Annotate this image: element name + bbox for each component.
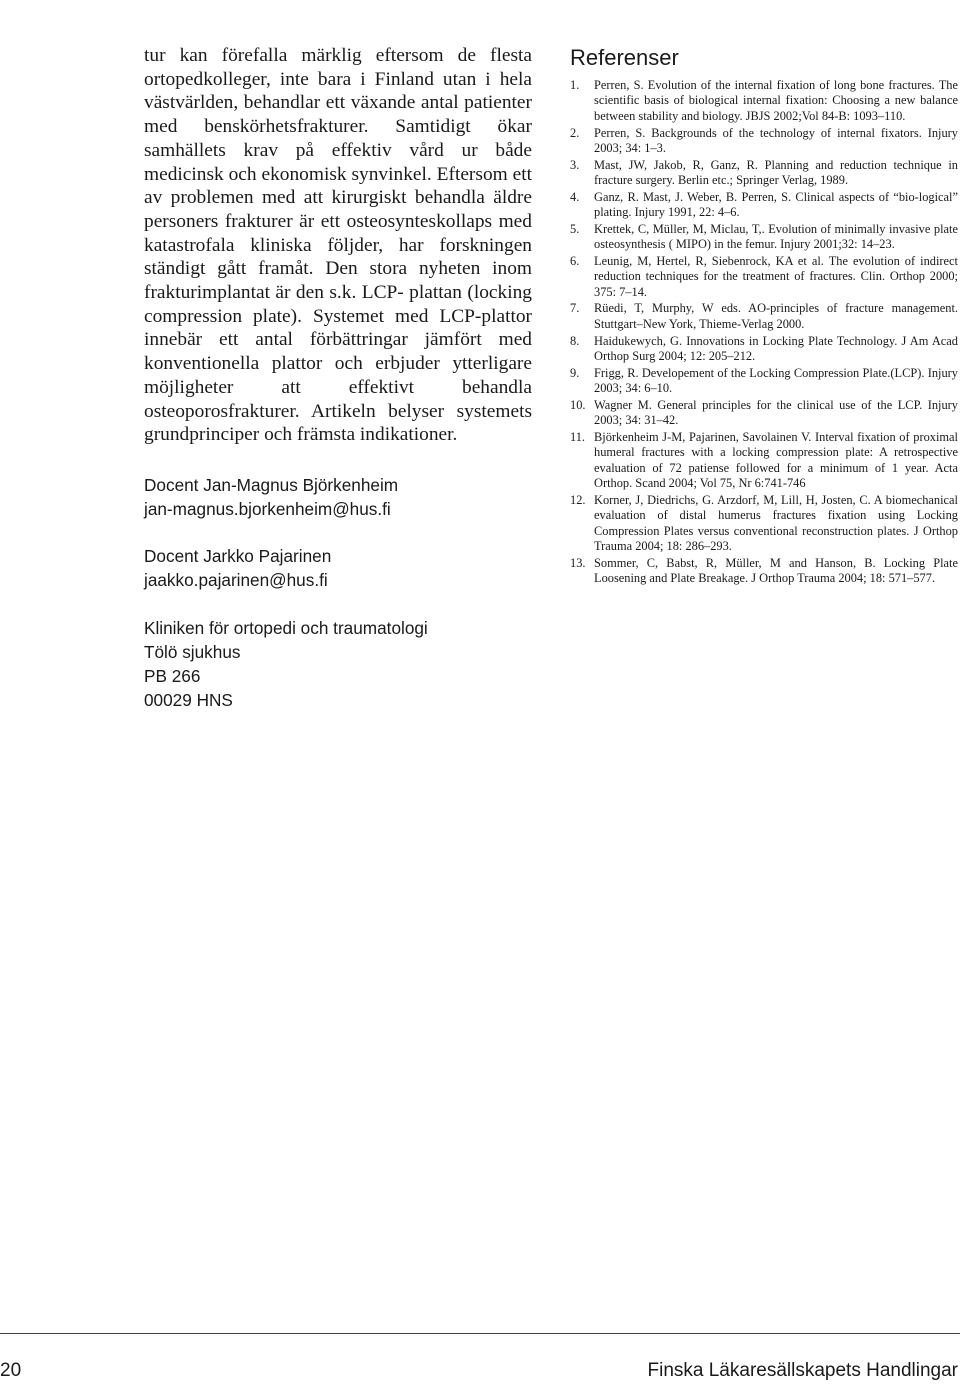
reference-text: Rüedi, T, Murphy, W eds. AO-principles of fracture management. Stuttgart–New York, Thieme-Verlag 2000. — [594, 301, 958, 331]
reference-number: 9. — [570, 365, 580, 380]
reference-number: 1. — [570, 78, 580, 92]
reference-number: 8. — [570, 333, 580, 348]
author-2-contact — [144, 544, 532, 592]
reference-item — [570, 556, 958, 587]
reference-text: Sommer, C, Babst, R, Müller, M and Hanson, B. Locking Plate Loosening and Plate Breakage. J Orthop Trauma 2004; 18: 571–577. — [594, 555, 958, 586]
footer-divider — [0, 1333, 960, 1334]
body-paragraph: tur kan förefalla märklig eftersom de flesta ortopedkolleger, inte bara i Finland utan i hela västvärlden, behandlar ett växande antal patienter med benskörhetsfrakturer. Samtidigt ökar samhällets krav på effektiv vård ur både medicinsk och ekonomisk synvinkel. Eftersom ett av problemen med att kirurgiskt behandla äldre personers frakturer är ett osteosynteskollaps med katastrofala kliniska följder, har forskningen ständigt gått framåt. Den stora nyheten inom frakturimplantat är den s.k. LCP- plattan (locking compression plate). Systemet med LCP-plattor innebär ett antal förbättringar jämfört med konventionella plattor och erbjuder ytterligare möjligheter att effektivt behandla osteoporosfrakturer. Artikeln belyser systemets grundprinciper och främsta indikationer. — [144, 45, 532, 446]
institution-name: Kliniken för ortopedi och traumatologi — [144, 617, 428, 638]
author-2-email: jaakko.pajarinen@hus.fi — [144, 569, 328, 590]
reference-text: Perren, S. Evolution of the internal fixation of long bone fractures. The scientific basis of biological internal fixation: Choosing a new balance between stability and biology. JBJS 2002;Vol 84-B: 1093–110. — [594, 78, 958, 123]
reference-item — [570, 126, 958, 157]
reference-item — [570, 301, 958, 332]
postcode: 00029 HNS — [144, 689, 233, 710]
reference-text: Björkenheim J-M, Pajarinen, Savolainen V. Interval fixation of proximal humeral fractures with a locking compression plate: A retrospective evaluation of 72 patiense followed for a minimum of 1 year. Acta Orthop. Scand 2004; Vol 75, Nr 6:741-746 — [594, 429, 958, 491]
reference-number: 11. — [570, 429, 586, 444]
reference-number: 10. — [570, 397, 586, 412]
page-number: 20 — [0, 1360, 22, 1381]
author-2-name: Docent Jarkko Pajarinen — [144, 545, 332, 566]
reference-item — [570, 430, 958, 492]
institution-address — [144, 616, 532, 712]
left-column — [144, 44, 532, 712]
reference-text: Ganz, R. Mast, J. Weber, B. Perren, S. Clinical aspects of “bio-logical” plating. Injury 1991, 22: 4–6. — [594, 189, 958, 220]
reference-text: Korner, J, Diedrichs, G. Arzdorf, M, Lill, H, Josten, C. A biomechanical evaluation of distal humerus fractures fixation using Locking Compression Plates versus conventional reconstruction plates. J Orthop Trauma 2004; 18: 286–293. — [594, 492, 958, 554]
reference-item — [570, 334, 958, 365]
author-1-contact — [144, 473, 532, 521]
reference-number: 5. — [570, 221, 580, 236]
reference-text: Haidukewych, G. Innovations in Locking Plate Technology. J Am Acad Orthop Surg 2004; 12: 205–212. — [594, 333, 958, 363]
reference-number: 7. — [570, 301, 580, 316]
author-1-name: Docent Jan-Magnus Björkenheim — [144, 474, 399, 495]
reference-number: 4. — [570, 189, 580, 204]
reference-text: Leunig, M, Hertel, R, Siebenrock, KA et al. The evolution of indirect reduction techniques for the treatment of fractures. Clin. Orthop 2000; 375: 7–14. — [594, 253, 958, 299]
reference-number: 3. — [570, 157, 580, 172]
reference-list — [570, 78, 958, 587]
hospital-name: Tölö sjukhus — [144, 641, 241, 662]
reference-item — [570, 398, 958, 429]
reference-number: 12. — [570, 492, 586, 507]
journal-name: Finska Läkaresällskapets Handlingar — [647, 1360, 958, 1381]
reference-text: Krettek, C, Müller, M, Miclau, T,. Evolution of minimally invasive plate osteosynthesis ( MIPO) in the femur. Injury 2001;32: 14–23. — [594, 221, 958, 252]
reference-number: 13. — [570, 555, 586, 570]
reference-item — [570, 254, 958, 300]
reference-number: 6. — [570, 253, 580, 268]
po-box: PB 266 — [144, 665, 201, 686]
reference-text: Perren, S. Backgrounds of the technology of internal fixators. Injury 2003; 34: 1–3. — [594, 125, 958, 155]
reference-item — [570, 222, 958, 253]
reference-number: 2. — [570, 125, 580, 140]
reference-item — [570, 366, 958, 397]
reference-text: Mast, JW, Jakob, R, Ganz, R. Planning and reduction technique in fracture surgery. Berlin etc.; Springer Verlag, 1989. — [594, 157, 958, 188]
reference-item — [570, 493, 958, 555]
references-heading: Referenser — [570, 45, 679, 70]
author-1-email: jan-magnus.bjorkenheim@hus.fi — [144, 498, 391, 519]
reference-text: Frigg, R. Developement of the Locking Compression Plate.(LCP). Injury 2003; 34: 6–10. — [594, 365, 958, 396]
reference-item — [570, 78, 958, 124]
reference-item — [570, 158, 958, 189]
reference-text: Wagner M. General principles for the clinical use of the LCP. Injury 2003; 34: 31–42. — [594, 397, 958, 428]
reference-item — [570, 190, 958, 221]
references-column — [570, 44, 958, 588]
